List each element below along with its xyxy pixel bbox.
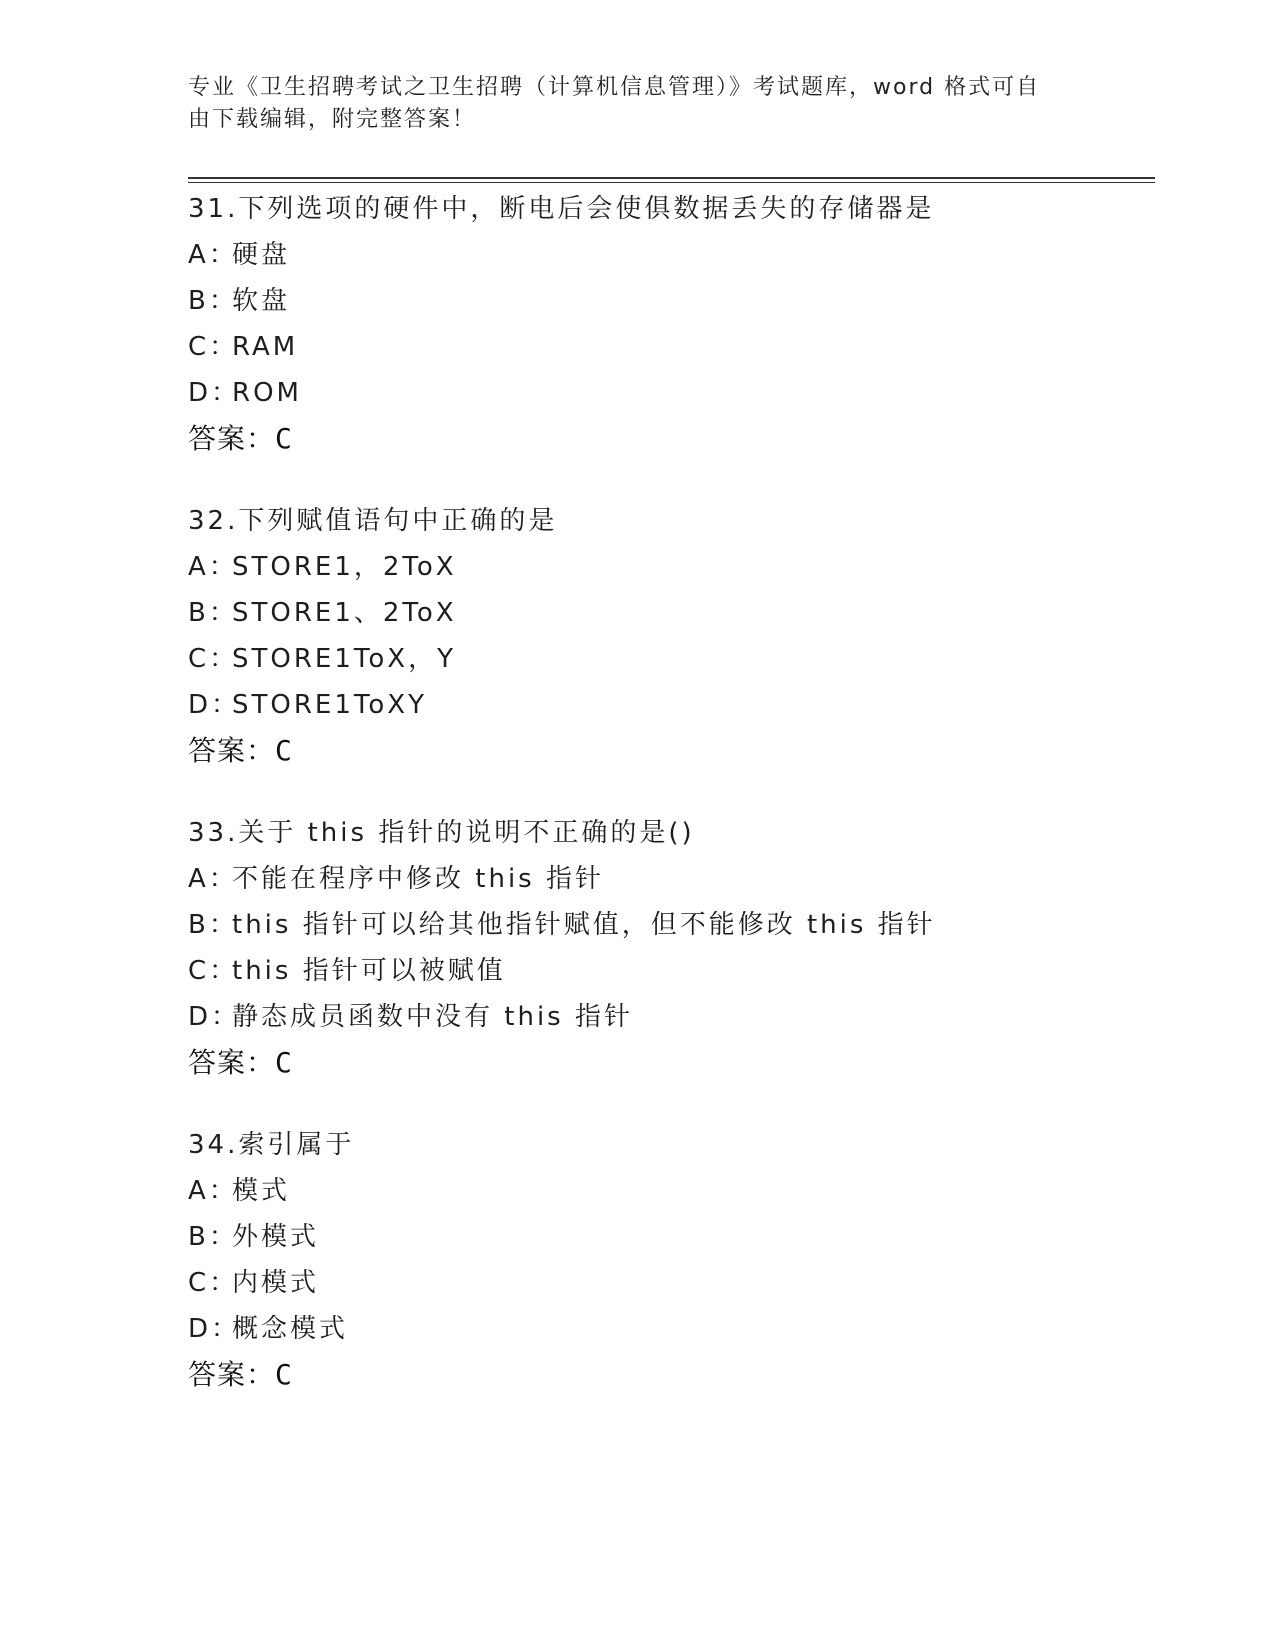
option-letter: C：: [188, 332, 239, 362]
option-b: [188, 590, 1148, 636]
question-stem: 32.下列赋值语句中正确的是: [188, 506, 558, 536]
header-divider-thick: [188, 177, 1155, 179]
question-stem: 34.索引属于: [188, 1130, 355, 1160]
option-c: [188, 636, 1148, 682]
header-line-2: 由下载编辑，附完整答案！: [188, 107, 477, 132]
option-letter: D：: [188, 378, 241, 408]
option-c: [188, 1260, 1148, 1306]
question-stem: 33.关于 this 指针的说明不正确的是(): [188, 818, 695, 848]
option-letter: D：: [188, 1314, 241, 1344]
option-text: STORE1、2ToX: [232, 598, 457, 628]
answer-label: 答案：: [188, 734, 276, 767]
option-letter: A：: [188, 1176, 238, 1206]
answer-label: 答案：: [188, 422, 276, 455]
answer-line: [188, 1040, 1148, 1086]
answer-line: [188, 728, 1148, 774]
answer-line: [188, 416, 1148, 462]
header-line-1: 专业《卫生招聘考试之卫生招聘（计算机信息管理）》考试题库，word 格式可自: [188, 75, 1041, 100]
answer-label: 答案：: [188, 1358, 276, 1391]
answer-value: C: [275, 422, 293, 455]
option-c: [188, 948, 1148, 994]
option-text: STORE1，2ToX: [232, 552, 457, 582]
option-letter: B：: [188, 910, 238, 940]
question-33: [188, 810, 1148, 1086]
option-text: this 指针可以给其他指针赋值，但不能修改 this 指针: [232, 910, 936, 940]
question-32: [188, 498, 1148, 774]
answer-value: C: [275, 734, 293, 767]
option-b: [188, 278, 1148, 324]
answer-value: C: [275, 1358, 293, 1391]
answer-line: [188, 1352, 1148, 1398]
answer-value: C: [275, 1046, 293, 1079]
option-d: [188, 682, 1148, 728]
option-letter: C：: [188, 644, 239, 674]
option-text: 软盘: [232, 286, 291, 316]
option-text: 外模式: [232, 1222, 320, 1252]
question-34: [188, 1122, 1148, 1398]
header-divider-thin: [188, 182, 1155, 183]
option-b: [188, 1214, 1148, 1260]
question-stem: 31.下列选项的硬件中，断电后会使俱数据丢失的存储器是: [188, 194, 935, 224]
option-letter: D：: [188, 690, 241, 720]
option-letter: A：: [188, 864, 238, 894]
option-a: [188, 544, 1148, 590]
option-text: STORE1ToXY: [232, 690, 427, 720]
option-letter: C：: [188, 956, 239, 986]
answer-label: 答案：: [188, 1046, 276, 1079]
option-d: [188, 1306, 1148, 1352]
option-text: 硬盘: [232, 240, 291, 270]
option-text: 概念模式: [232, 1314, 349, 1344]
option-a: [188, 1168, 1148, 1214]
option-a: [188, 856, 1148, 902]
option-text: this 指针可以被赋值: [232, 956, 506, 986]
option-text: 模式: [232, 1176, 291, 1206]
option-d: [188, 370, 1148, 416]
option-c: [188, 324, 1148, 370]
header-note: [188, 72, 1088, 136]
option-text: 内模式: [232, 1268, 320, 1298]
question-31: [188, 186, 1148, 462]
option-letter: B：: [188, 598, 238, 628]
option-text: 静态成员函数中没有 this 指针: [232, 1002, 633, 1032]
option-letter: B：: [188, 286, 238, 316]
option-text: 不能在程序中修改 this 指针: [232, 864, 604, 894]
option-letter: A：: [188, 552, 238, 582]
option-a: [188, 232, 1148, 278]
option-text: ROM: [232, 378, 302, 408]
option-b: [188, 902, 1148, 948]
option-letter: A：: [188, 240, 238, 270]
option-text: RAM: [232, 332, 299, 362]
option-d: [188, 994, 1148, 1040]
option-letter: D：: [188, 1002, 241, 1032]
option-text: STORE1ToX，Y: [232, 644, 456, 674]
option-letter: B：: [188, 1222, 238, 1252]
option-letter: C：: [188, 1268, 239, 1298]
